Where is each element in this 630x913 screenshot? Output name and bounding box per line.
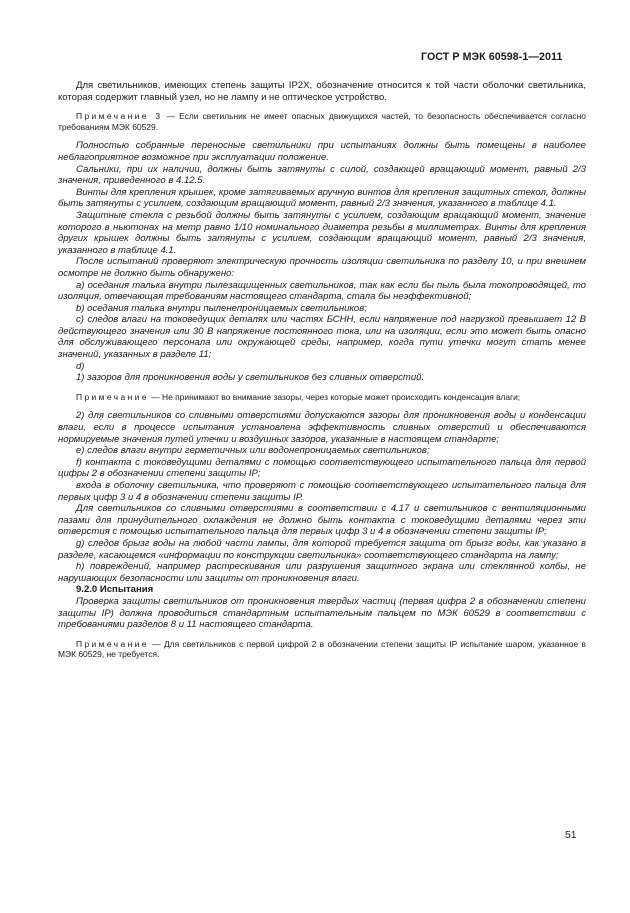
- list-item-b: b) оседания талька внутри пыленепроницаемых светильников;: [76, 302, 367, 314]
- list-item-d1: 1) зазоров для проникновения воды у светильников без сливных отверстий.: [76, 372, 425, 384]
- note-ball-test: [58, 639, 586, 660]
- list-item-a: a) оседания талька внутри пылезащищенных светильников, так как если бы пыль была токопроводящей, то изоляция, отвечающая требованиям настоящего стандарта, стала бы неэффективной;: [58, 279, 586, 303]
- paragraph-glands: Сальники, при их наличии, должны быть затянуты с силой, создающей вращающий момент, равный 2/3 значения, приведенного в 4.12.5.: [58, 163, 586, 187]
- note-ball-test-text: — Для светильников с первой цифрой 2 в обозначении степени защиты IP испытание шаром, указанное в МЭК 60529, не требуется.: [58, 638, 586, 660]
- section-title: 9.2.0 Испытания: [76, 584, 154, 596]
- paragraph-test-procedure: Проверка защиты светильников от проникновения твердых частиц (первая цифра 2 в обозначении степени защиты IP) должна проводиться стандартным испытательным пальцем по МЭК 60529 в соответствии с требованиями разделов 8 и 11 настоящего стандарта.: [58, 595, 586, 631]
- list-item-h: h) повреждений, например растрескивания или разрушения защитного экрана или стеклянной колбы, не нарушающих безопасности или защиты от проникновения влаги.: [58, 561, 586, 584]
- note-3-label: Примечание 3: [76, 111, 163, 122]
- standard-header: ГОСТ Р МЭК 60598-1—2011: [421, 51, 563, 63]
- list-item-d: d): [76, 360, 85, 372]
- page-content: [58, 80, 586, 660]
- paragraph-drain-holes: Для светильников со сливными отверстиями в соответствии с 4.17 и светильников с вентиляционными пазами для принудительного охлаждения не должно быть контакта с токоведущими деталями через эти отверстия с помощью испытательного пальца для первых цифр 3 и 4 в обозначении степени защиты IP;: [58, 503, 586, 538]
- list-item-f: f) контакта с токоведущими деталями с помощью соответствующего испытательного пальца для первой цифры 2 в обозначении степени защиты IP;: [58, 456, 586, 480]
- paragraph-portable-luminaires: Полностью собранные переносные светильники при испытаниях должны быть помещены в наиболее неблагоприятное возможное при эксплуатации положение.: [58, 140, 586, 163]
- note-condensation-label: Примечание: [76, 391, 149, 402]
- paragraph-cover-screws: Винты для крепления крышек, кроме затягиваемых вручную винтов для крепления защитных стекол, должны быть затянуты с усилием, создающим вращающий момент, равный 2/3 значения, указанного в таблице 4.1.: [58, 186, 586, 210]
- paragraph-ip2x: Для светильников, имеющих степень защиты IP2X, обозначение относится к той части оболочки светильника, которая содержит главный узел, но не лампу и не оптическое устройство.: [58, 80, 586, 103]
- list-item-d2: 2) для светильников со сливными отверстиями допускаются зазоры для проникновения воды и конденсации влаги, если в процессе испытания установлена эффективность сливных отверстий и обеспечиваются нормируемые значения путей утечки и воздушных зазоров, указанные в настоящем стандарте;: [58, 410, 586, 445]
- list-item-c: c) следов влаги на токоведущих деталях или частях БСНН, если напряжение под нагрузкой превышает 12 В действующего значения или 30 В напряжение постоянного тока, или на изоляции, если это может быть опасно для обслуживающего персонала или окружающей среды, например, когда пути утечки могут стать менее значений, указанных в разделе 11;: [58, 314, 586, 361]
- note-condensation-text: — Не принимают во внимание зазоры, через которые может происходить конденсация влаги;: [148, 391, 521, 402]
- note-condensation: [58, 392, 586, 403]
- list-item-g: g) следов брызг воды на любой части лампы, для которой требуется защита от брызг воды, как указано в разделе, касающемся «информации по конструкции светильника» соответствующего стандарта на лампу;: [58, 537, 586, 561]
- note-3: [58, 111, 586, 132]
- note-ball-test-label: Примечание: [76, 638, 149, 649]
- page-number: 51: [565, 830, 577, 841]
- paragraph-enclosure-entry: входа в оболочку светильника, что проверяют с помощью соответствующего испытательного пальца для первых цифр 3 и 4 в обозначении степени защиты IP.: [58, 480, 586, 503]
- paragraph-after-tests: После испытаний проверяют электрическую прочность изоляции светильника по разделу 10, и при внешнем осмотре не должно быть обнаружено:: [58, 256, 586, 279]
- paragraph-threaded-glass: Защитные стекла с резьбой должны быть затянуты с усилием, создающим вращающий момент, значение которого в ньютонах на метр равно 1/10 номинального диаметра резьбы в миллиметрах. Винты для крепления других крышек должны быть затянуты с усилием, создающим вращающий момент, равный 2/3 значения, указанного в таблице 4.1.: [58, 209, 586, 256]
- note-3-text: — Если светильник не имеет опасных движущихся частей, то безопасность обеспечивается согласно требованиям МЭК 60529.: [58, 111, 586, 132]
- list-item-e: e) следов влаги внутри герметичных или водонепроницаемых светильников;: [76, 445, 430, 457]
